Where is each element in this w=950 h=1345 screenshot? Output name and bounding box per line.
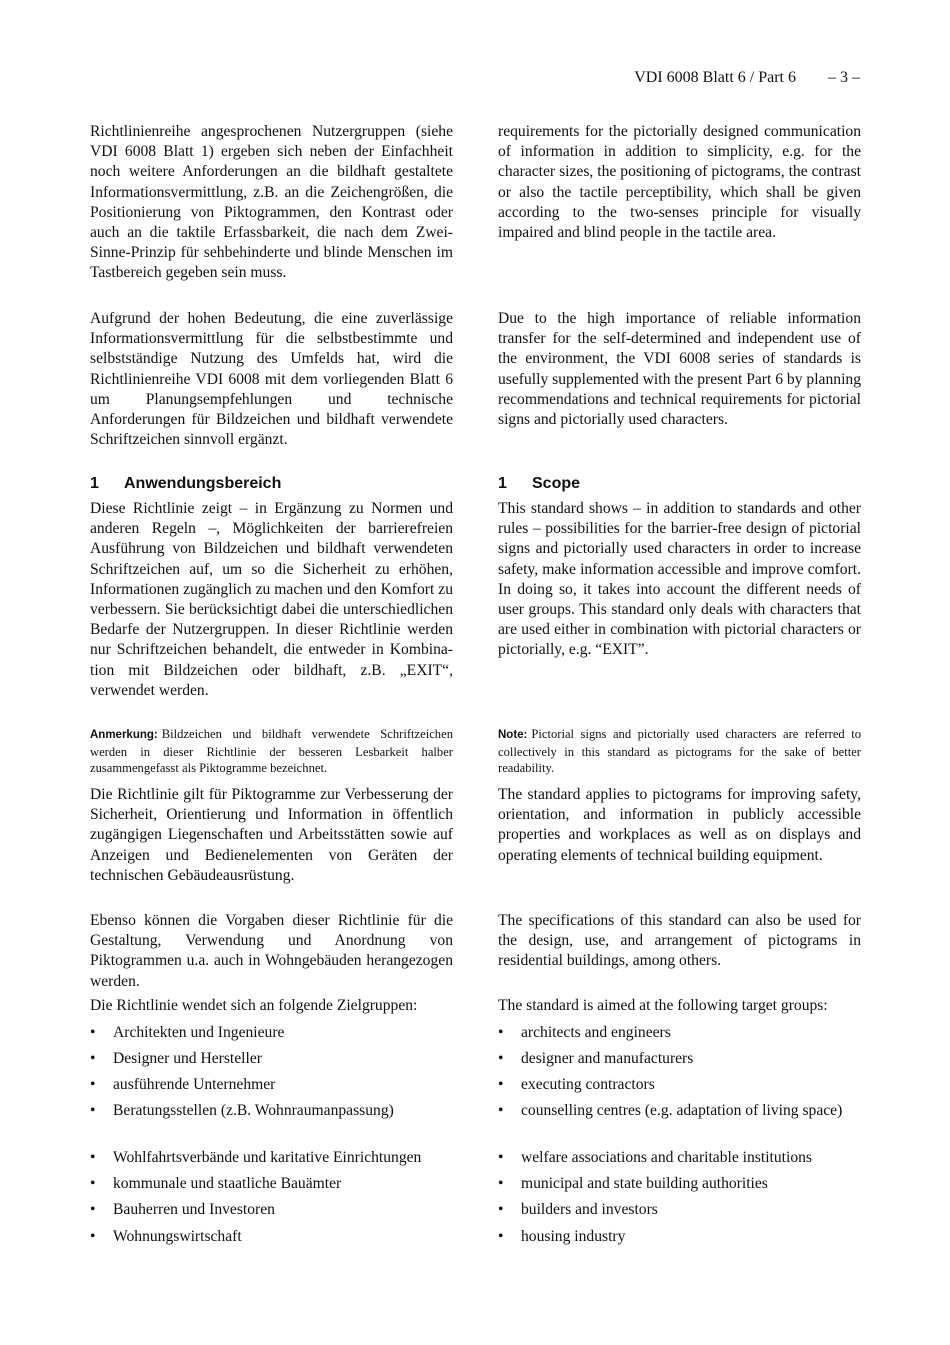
bullet-icon: • bbox=[90, 1201, 96, 1218]
de-note-label: Anmerkung: bbox=[90, 729, 158, 741]
en-paragraph-3: This standard shows – in addition to standards and other rules – possibilities for the barrier-free design of pictorial signs and pictorially used characters in order to increase safety, make information accessible and improve comfort. In doing so, it takes into account the different needs of user groups. This standard only deals with characters that are used either in combination with pictorial characters or pictorially, e.g. “EXIT”. bbox=[498, 500, 861, 659]
de-paragraph-1: Richtlinienreihe angesprochenen Nutzergruppen (siehe VDI 6008 Blatt 1) ergeben sich neben der Einfachheit noch weitere Anforderungen an die bildhaft gestaltete Informationsvermittlung, z.B. an die Zeichengrößen, die Positionierung von Piktogrammen, den Kontrast oder auch an die taktile Erfassbarkeit, die nach dem Zwei-Sinne-Prinzip für sehbehinderte und blinde Menschen im Tastbereich gegeben sein muss. bbox=[90, 123, 453, 282]
bullet-icon: • bbox=[90, 1149, 96, 1166]
en-note-label: Note: bbox=[498, 729, 528, 741]
de-list-item: • kommunale und staatliche Bauämter bbox=[90, 1174, 453, 1194]
en-note-text: Pictorial signs and pictorially used characters are referred to collectively in this standard as pictograms for the sake of better readability. bbox=[498, 727, 861, 775]
en-list-item: • counselling centres (e.g. adaptation of living space) bbox=[498, 1101, 861, 1121]
bullet-icon: • bbox=[498, 1076, 504, 1093]
de-list-item: • ausführende Unternehmer bbox=[90, 1075, 453, 1095]
en-section-heading bbox=[498, 474, 580, 494]
en-list-item: • municipal and state building authorities bbox=[498, 1174, 861, 1194]
bullet-icon: • bbox=[498, 1024, 504, 1041]
en-paragraph-2: Due to the high importance of reliable information transfer for the self-determined and independent use of the environment, the VDI 6008 series of standards is usefully supplemented with the present Part 6 by planning recommendations and technical requirements for pictorial signs and pictorially used characters. bbox=[498, 310, 861, 429]
en-list-item: • executing contractors bbox=[498, 1075, 861, 1095]
de-note bbox=[90, 726, 453, 777]
de-paragraph-2: Aufgrund der hohen Bedeutung, die eine zuverlässige Informationsvermittlung für die selbstbestimmte und selbstständige Nutzung des Umfelds hat, wird die Richtlinienreihe VDI 6008 mit dem vorliegenden Blatt 6 um Planungsempfehlungen und technische Anforderungen für Bildzeichen und bildhaft verwendete Schriftzeichen sinnvoll ergänzt. bbox=[90, 310, 453, 449]
bullet-icon: • bbox=[498, 1050, 504, 1067]
de-section-title: Anwendungsbereich bbox=[124, 475, 282, 492]
en-note bbox=[498, 726, 861, 777]
de-section-number: 1 bbox=[90, 475, 99, 492]
en-list-item: • welfare associations and charitable institutions bbox=[498, 1148, 861, 1168]
en-list-item: • builders and investors bbox=[498, 1200, 861, 1220]
bullet-icon: • bbox=[90, 1076, 96, 1093]
de-list-item: • Wohlfahrtsverbände und karitative Einrichtungen bbox=[90, 1148, 453, 1168]
bullet-icon: • bbox=[498, 1175, 504, 1192]
bullet-icon: • bbox=[498, 1149, 504, 1166]
bullet-icon: • bbox=[90, 1228, 96, 1245]
de-list-item: • Bauherren und Investoren bbox=[90, 1200, 453, 1220]
document-title: VDI 6008 Blatt 6 / Part 6 bbox=[634, 69, 796, 86]
bullet-icon: • bbox=[498, 1228, 504, 1245]
en-paragraph-1: requirements for the pictorially designed communication of information in addition to simplicity, e.g. for the character sizes, the positioning of pictograms, the contrast or also the tactile perceptibility, which shall be given according to the two-senses principle for visually impaired and blind people in the tactile area. bbox=[498, 123, 861, 242]
de-list-item: • Designer und Hersteller bbox=[90, 1049, 453, 1069]
en-paragraph-5: The specifications of this standard can also be used for the design, use, and arrangement of pictograms in residential buildings, among others. bbox=[498, 912, 861, 970]
bullet-icon: • bbox=[90, 1102, 96, 1119]
de-list-item: • Beratungsstellen (z.B. Wohnraumanpassung) bbox=[90, 1101, 453, 1121]
en-section-number: 1 bbox=[498, 475, 507, 492]
en-section-title: Scope bbox=[532, 475, 581, 492]
bullet-icon: • bbox=[90, 1050, 96, 1067]
de-list-item: • Wohnungswirtschaft bbox=[90, 1227, 453, 1247]
en-list-item: • architects and engineers bbox=[498, 1023, 861, 1043]
bullet-icon: • bbox=[498, 1201, 504, 1218]
bullet-icon: • bbox=[90, 1175, 96, 1192]
en-paragraph-6: The standard is aimed at the following target groups: bbox=[498, 997, 828, 1014]
en-paragraph-4: The standard applies to pictograms for improving safety, orientation, and information in publicly accessible properties and workplaces as well as on displays and operating elements of technical building equipment. bbox=[498, 786, 861, 864]
de-paragraph-5: Ebenso können die Vorgaben dieser Richtlinie für die Gestaltung, Verwendung und Anordnung von Piktogrammen u.a. auch in Wohngebäuden herangezogen werden. bbox=[90, 912, 453, 990]
de-note-text: Bildzeichen und bildhaft verwendete Schriftzeichen werden in dieser Richtlinie der besseren Lesbarkeit halber zusammengefasst als Piktogramme bezeichnet. bbox=[90, 727, 453, 775]
de-paragraph-3: Diese Richtlinie zeigt – in Ergänzung zu Normen und anderen Regeln –, Möglichkeiten der barrierefreien Ausführung von Bildzeichen und bildhaft verwendeten Schriftzeichen auf, um so die Sicherheit zu erhöhen, Informationen zugänglich zu machen und den Komfort zu verbessern. Sie berücksichtigt dabei die unterschiedlichen Bedarfe der Nutzergruppen. In dieser Richtlinie werden nur Schriftzeichen behandelt, die entweder in Kombination mit Bildzeichen oder bildhaft, z.B. „EXIT“, verwendet werden. bbox=[90, 500, 453, 699]
de-paragraph-4: Die Richtlinie gilt für Piktogramme zur Verbesserung der Sicherheit, Orientierung und Information in öffentlich zugängigen Liegenschaften und Arbeitsstätten sowie auf Anzeigen und Bedienelementen von Geräten der technischen Gebäudeausrüstung. bbox=[90, 786, 453, 884]
en-list-item: • designer and manufacturers bbox=[498, 1049, 861, 1069]
en-list-item: • housing industry bbox=[498, 1227, 861, 1247]
de-section-heading bbox=[90, 474, 281, 494]
bullet-icon: • bbox=[90, 1024, 96, 1041]
bullet-icon: • bbox=[498, 1102, 504, 1119]
page-header bbox=[634, 69, 860, 87]
de-paragraph-6: Die Richtlinie wendet sich an folgende Zielgruppen: bbox=[90, 997, 418, 1014]
de-list-item: • Architekten und Ingenieure bbox=[90, 1023, 453, 1043]
page-number: – 3 – bbox=[828, 69, 860, 86]
